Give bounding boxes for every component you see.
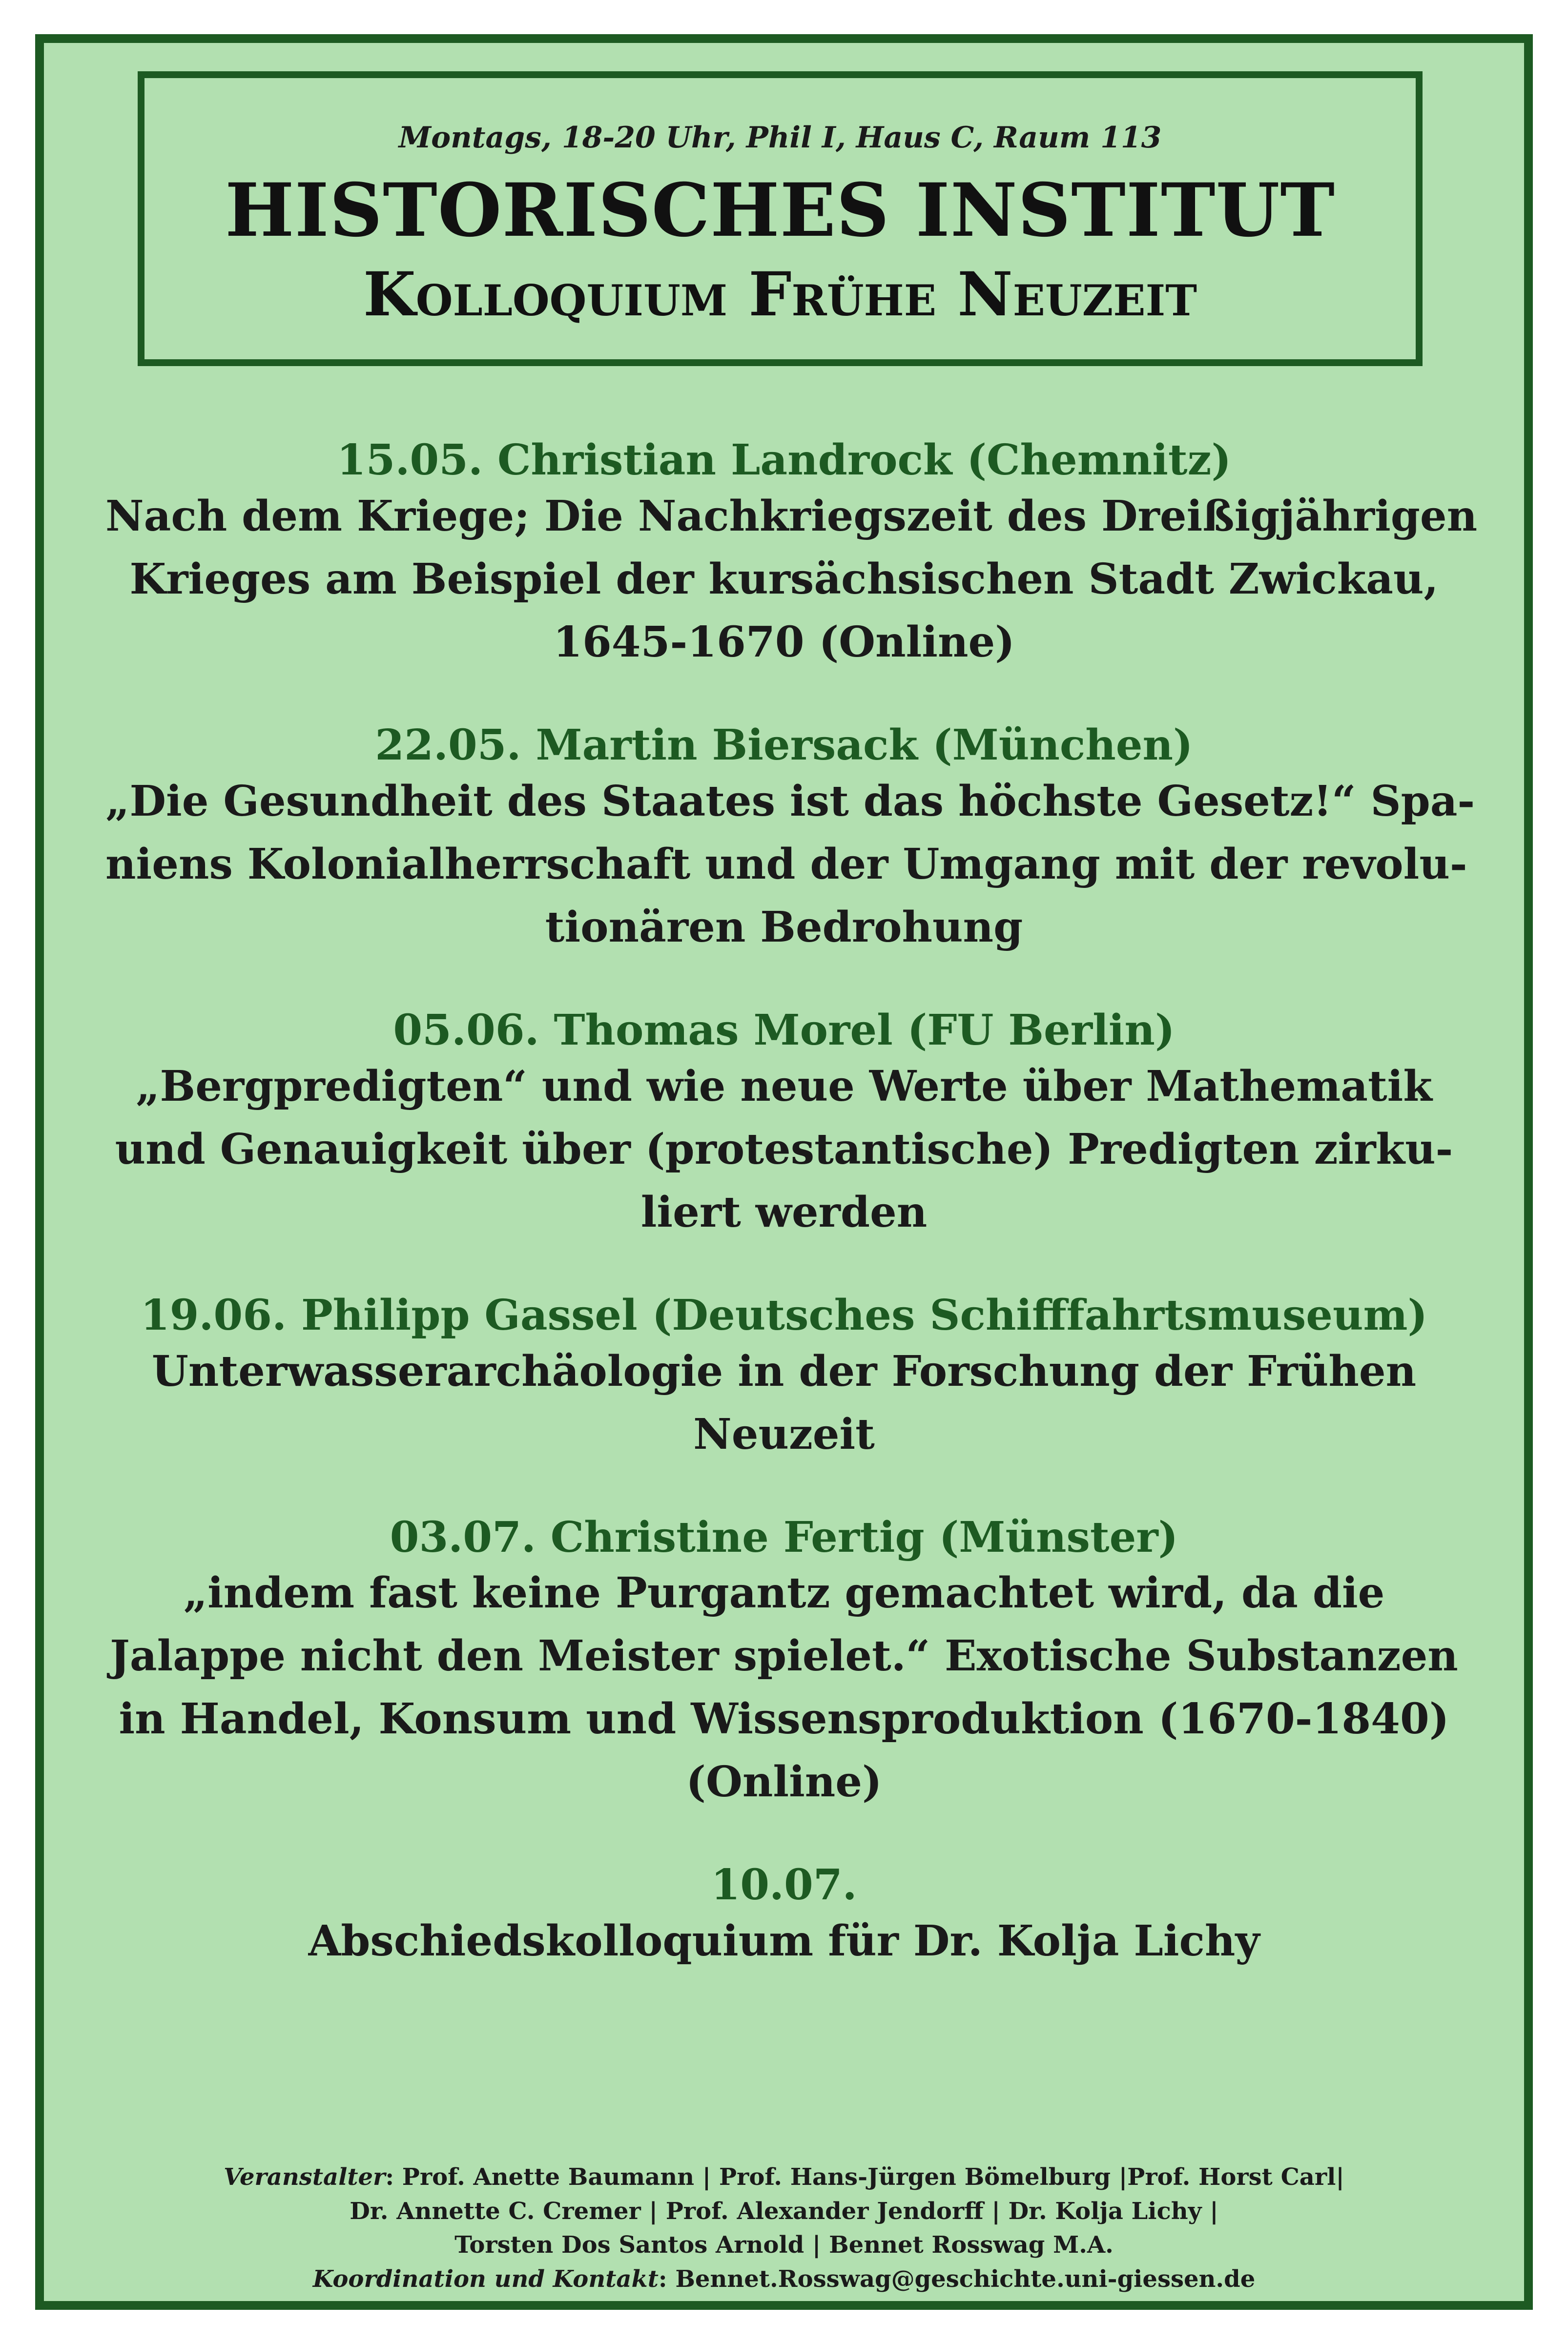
talk-title-line: „Bergpredigten“ und wie neue Werte über Mathematik xyxy=(136,1061,1432,1111)
talk-date-speaker: 19.06. Philipp Gassel (Deutsches Schifffahrtsmuseum) xyxy=(140,1290,1428,1340)
talk-item xyxy=(57,1007,1511,1244)
talk-title-line: liert werden xyxy=(640,1187,928,1237)
organizers-line: Dr. Annette C. Cremer | Prof. Alexander Jendorff | Dr. Kolja Lichy | xyxy=(350,2197,1218,2225)
talk-title xyxy=(57,1910,1511,1973)
talk-item xyxy=(57,436,1511,674)
talk-title-line: Nach dem Kriege; Die Nachkriegszeit des Dreißigjährigen xyxy=(105,491,1478,541)
talk-list xyxy=(44,436,1524,1973)
talk-title xyxy=(57,770,1511,959)
talk-title-line: Unterwasserarchäologie in der Forschung der Frühen xyxy=(151,1346,1417,1396)
contact-label: Koordination und Kontakt xyxy=(312,2265,659,2293)
talk-date-speaker: 10.07. xyxy=(711,1860,857,1910)
talk-date-speaker: 15.05. Christian Landrock (Chemnitz) xyxy=(336,435,1232,485)
organizers-line xyxy=(44,2160,1524,2195)
talk-title-line: Neuzeit xyxy=(693,1409,875,1459)
talk-title-line: in Handel, Konsum und Wissensproduktion (1670-1840) xyxy=(119,1694,1449,1744)
talk-item xyxy=(57,721,1511,959)
footer-credits xyxy=(44,2160,1524,2296)
event-meta: Montags, 18-20 Uhr, Phil I, Haus C, Raum 113 xyxy=(398,121,1162,155)
contact-email[interactable]: : Bennet.Rosswag@geschichte.uni-giessen.de xyxy=(658,2265,1256,2293)
talk-item xyxy=(57,1861,1511,1973)
page-subtitle: Kolloquium Frühe Neuzeit xyxy=(363,259,1197,330)
talk-title-line: tionären Bedrohung xyxy=(545,902,1023,952)
talk-date-speaker: 05.06. Thomas Morel (FU Berlin) xyxy=(393,1005,1175,1055)
poster-frame xyxy=(35,34,1533,2310)
talk-title xyxy=(57,485,1511,674)
talk-title-line: Krieges am Beispiel der kursächsischen Stadt Zwickau, xyxy=(129,554,1439,604)
talk-title xyxy=(57,1562,1511,1813)
talk-date-speaker: 22.05. Martin Biersack (München) xyxy=(375,720,1193,770)
talk-title-line: „indem fast keine Purgantz gemachtet wird, da die xyxy=(183,1568,1385,1618)
talk-title-line: Abschiedskolloquium für Dr. Kolja Lichy xyxy=(308,1916,1260,1966)
page-title: HISTORISCHES INSTITUT xyxy=(225,167,1336,253)
talk-item xyxy=(57,1514,1511,1814)
talk-item xyxy=(57,1292,1511,1466)
talk-title-line: niens Kolonialherrschaft und der Umgang mit der revolu- xyxy=(105,839,1467,889)
organizers-label: Veranstalter xyxy=(224,2163,386,2191)
talk-date-speaker: 03.07. Christine Fertig (Münster) xyxy=(390,1512,1178,1562)
talk-title xyxy=(57,1055,1511,1244)
header-box xyxy=(138,71,1423,366)
organizers-line: Torsten Dos Santos Arnold | Bennet Rosswag M.A. xyxy=(454,2231,1114,2259)
talk-title-line: und Genauigkeit über (protestantische) Predigten zirku- xyxy=(115,1124,1453,1174)
talk-title-line: (Online) xyxy=(686,1757,882,1807)
talk-title-line: „Die Gesundheit des Staates ist das höchste Gesetz!“ Spa- xyxy=(105,776,1475,826)
organizers-names: : Prof. Anette Baumann | Prof. Hans-Jürgen Bömelburg |Prof. Horst Carl| xyxy=(385,2163,1344,2191)
talk-title-line: Jalappe nicht den Meister spielet.“ Exotische Substanzen xyxy=(110,1631,1458,1681)
talk-title xyxy=(57,1340,1511,1466)
contact-line xyxy=(44,2262,1524,2297)
talk-title-line: 1645-1670 (Online) xyxy=(553,617,1015,667)
